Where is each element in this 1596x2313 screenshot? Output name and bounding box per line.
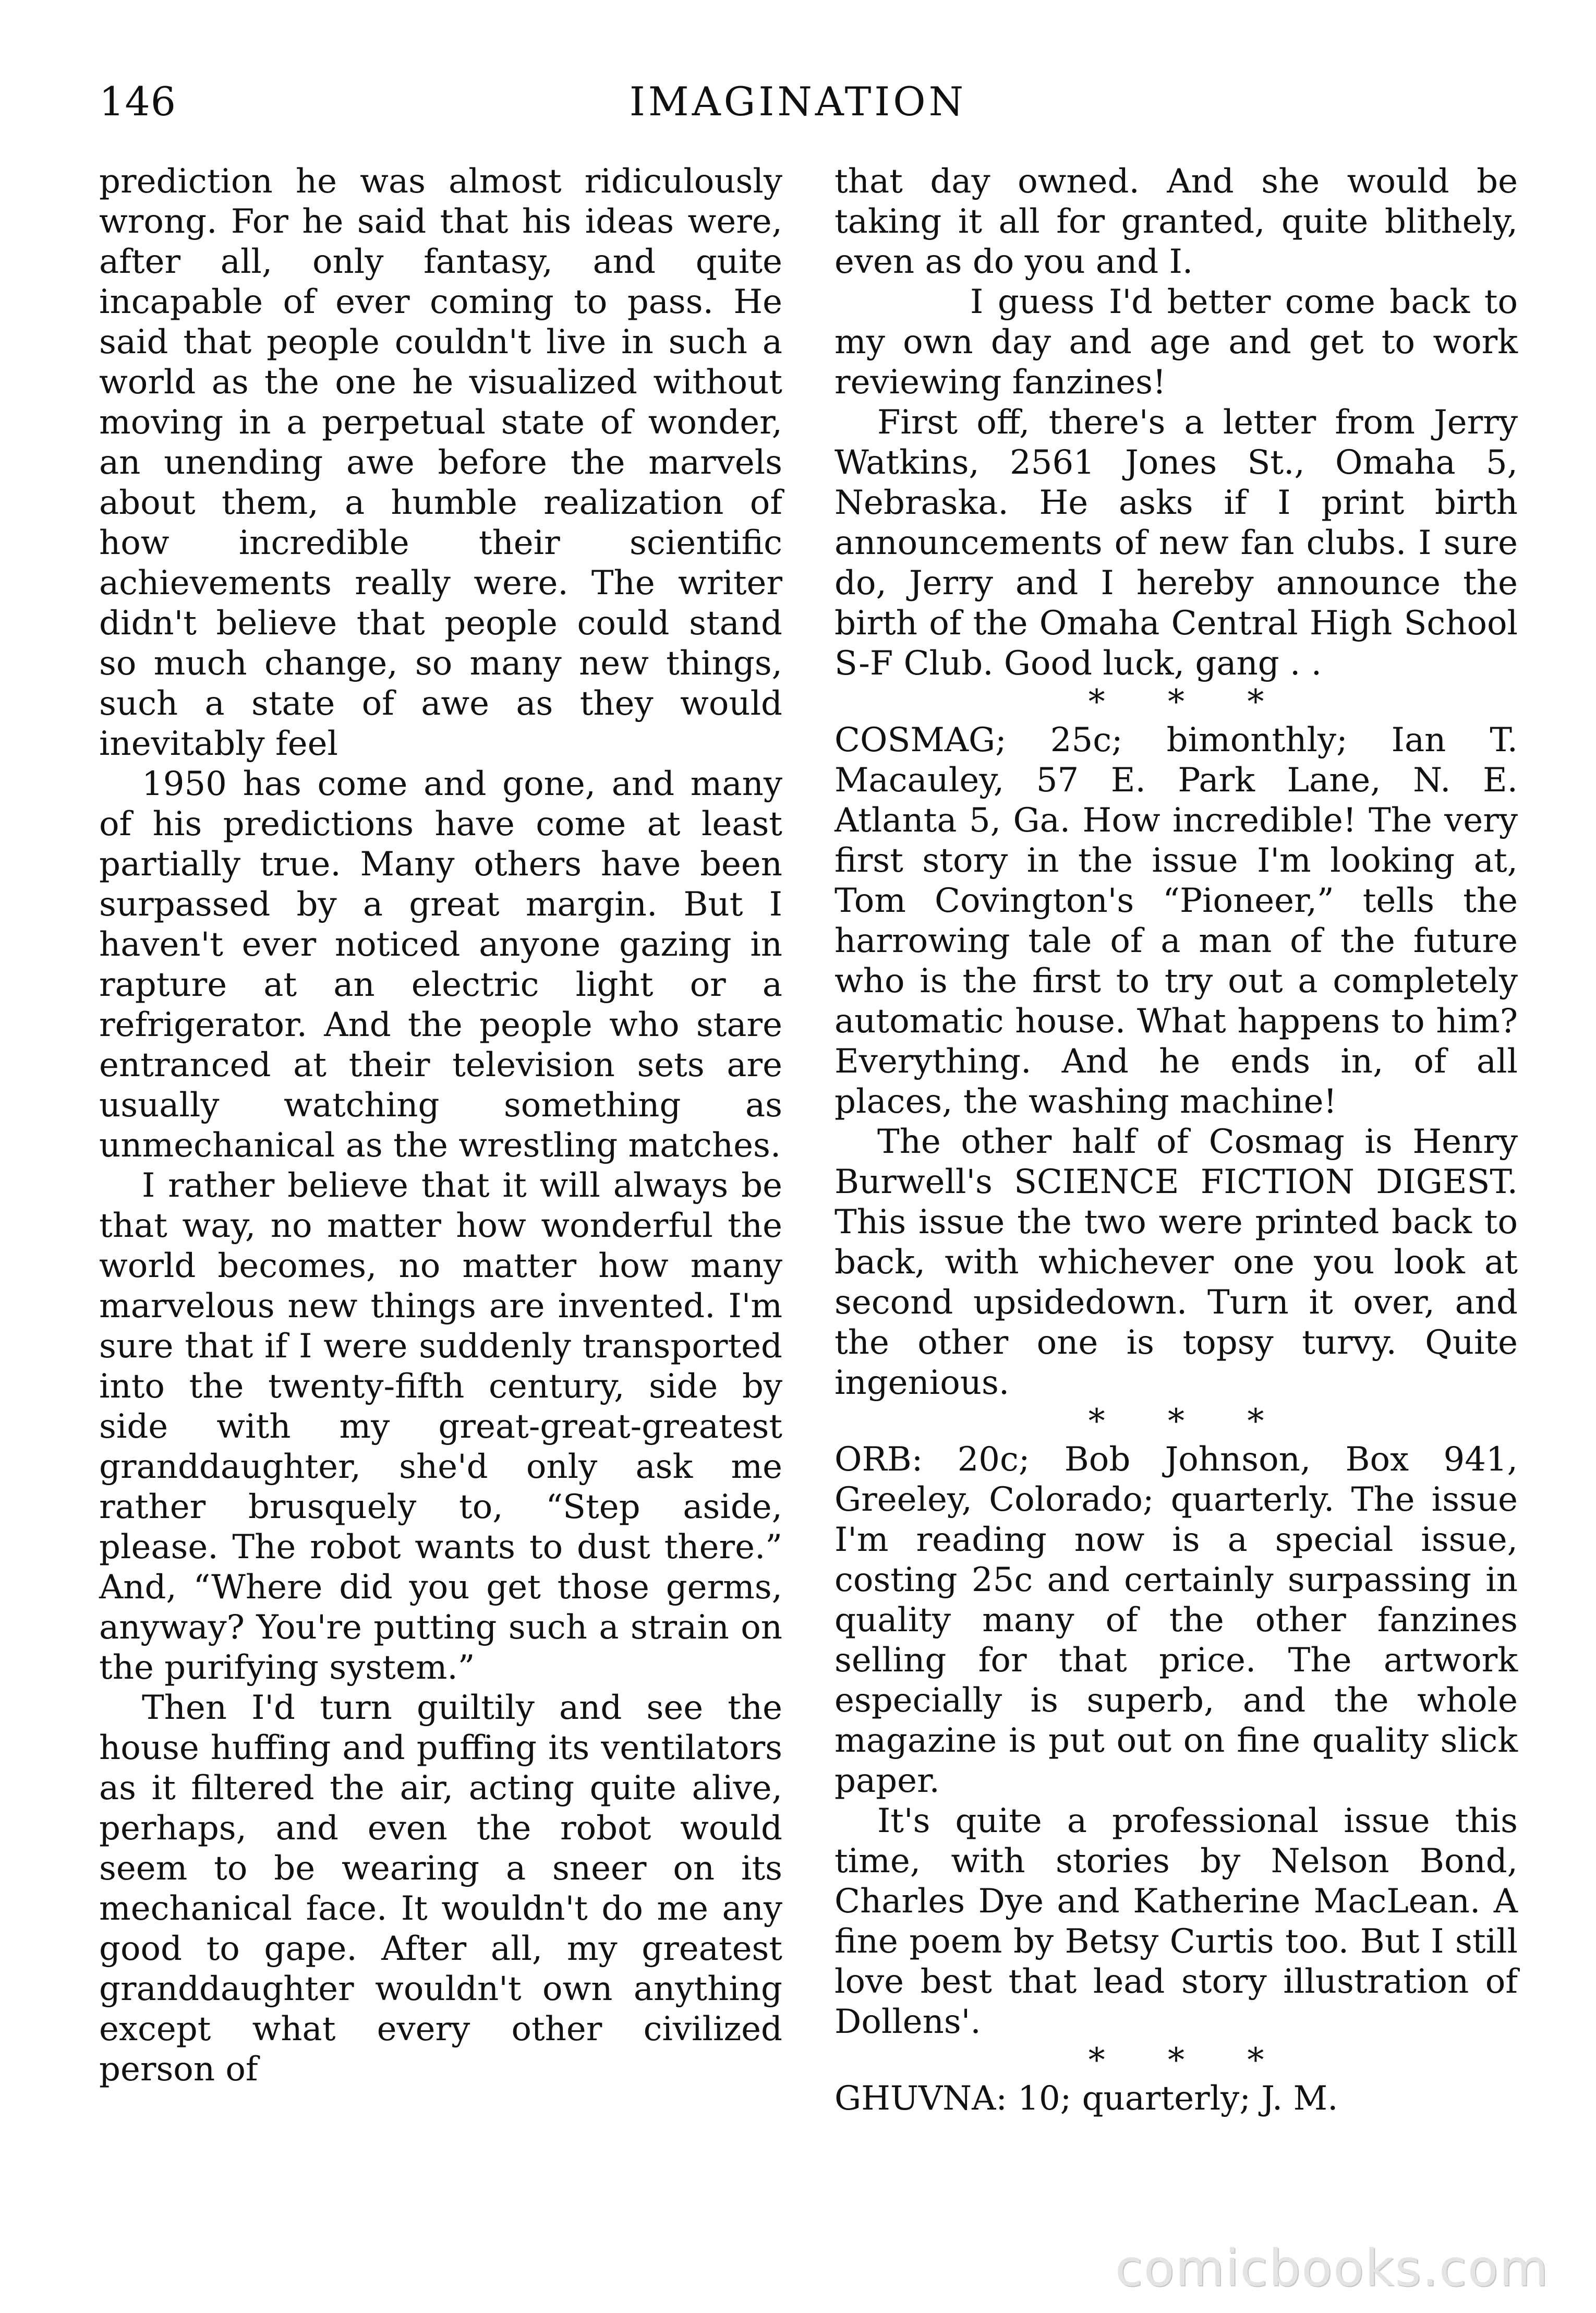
left-column (99, 162, 782, 2090)
right-column (835, 162, 1518, 2119)
page-number: 146 (99, 78, 177, 125)
running-head: IMAGINATION (629, 78, 967, 125)
paragraph: I rather believe that it will always be that way, no matter how wonderful the world becomes, no matter how many marvelous new things are invented. I'm sure that if I were suddenly transported into the twenty-fifth century, side by side with my great-great-greatest granddaughter, she'd only ask me rather brusquely to, “Step aside, please. The robot wants to dust there.” And, “Where did you get those germs, anyway? You're putting such a strain on the purifying system.” (99, 1166, 782, 1687)
paragraph: First off, there's a letter from Jerry Watkins, 2561 Jones St., Omaha 5, Nebraska. He asks if I print birth announcements of new fan clubs. I sure do, Jerry and I hereby announce the birth of the Omaha Central High School S-F Club. Good luck, gang . . (835, 403, 1518, 683)
paragraph: Then I'd turn guiltily and see the house huffing and puffing its ventilators as it filtered the air, acting quite alive, perhaps, and even the robot would seem to be wearing a sneer on its mechanical face. It wouldn't do me any good to gape. After all, my greatest granddaughter wouldn't own anything except what every other civilized person of (99, 1689, 782, 2089)
paragraph: I guess I'd better come back to my own day and age and get to work reviewing fanzines! (835, 283, 1518, 402)
section-separator: * * * (1088, 1402, 1290, 1441)
paragraph: It's quite a professional issue this time, with stories by Nelson Bond, Charles Dye and Katherine MacLean. A fine poem by Betsy Curtis too. But I still love best that lead story illustration of Dollens'. (835, 1802, 1518, 2041)
fanzine-review-ghuvna: GHUVNA: 10; quarterly; J. M. (835, 2079, 1338, 2118)
section-separator: * * * (1088, 683, 1290, 721)
paragraph: prediction he was almost ridiculously wrong. For he said that his ideas were, after all, only fantasy, and quite incapable of ever coming to pass. He said that people couldn't live in such a world as the one he visualized without moving in a perpetual state of wonder, an unending awe before the marvels about them, a humble realization of how incredible their scientific achievements really were. The writer didn't believe that people could stand so much change, so many new things, such a state of awe as they would inevitably feel (99, 162, 782, 763)
fanzine-review-orb: ORB: 20c; Bob Johnson, Box 941, Greeley, Colorado; quarterly. The issue I'm reading now is a special issue, costing 25c and certainly surpassing in quality many of the other fanzines selling for that price. The artwork especially is superb, and the whole magazine is put out on fine quality slick paper. (835, 1440, 1518, 1800)
watermark: comicbooks.com (1115, 2239, 1549, 2297)
paragraph: The other half of Cosmag is Henry Burwell's SCIENCE FICTION DIGEST. This issue the two were printed back to back, with whichever one you look at second upsidedown. Turn it over, and the other one is topsy turvy. Quite ingenious. (835, 1123, 1518, 1402)
section-separator: * * * (1088, 2041, 1290, 2080)
paragraph: 1950 has come and gone, and many of his predictions have come at least partially true. Many others have been surpassed by a great margin. But I haven't ever noticed anyone gazing in rapture at an electric light or a refrigerator. And the people who stare entranced at their television sets are usually watching something as unmechanical as the wrestling matches. (99, 765, 782, 1165)
paragraph: that day owned. And she would be taking it all for granted, quite blithely, even as do you and I. (835, 162, 1518, 281)
fanzine-review-cosmag: COSMAG; 25c; bimonthly; Ian T. Macauley, 57 E. Park Lane, N. E. Atlanta 5, Ga. How incredible! The very first story in the issue I'm looking at, Tom Covington's “Pioneer,” tells the harrowing tale of a man of the future who is the first to try out a completely automatic house. What happens to him? Everything. And he ends in, of all places, the washing machine! (835, 721, 1518, 1121)
